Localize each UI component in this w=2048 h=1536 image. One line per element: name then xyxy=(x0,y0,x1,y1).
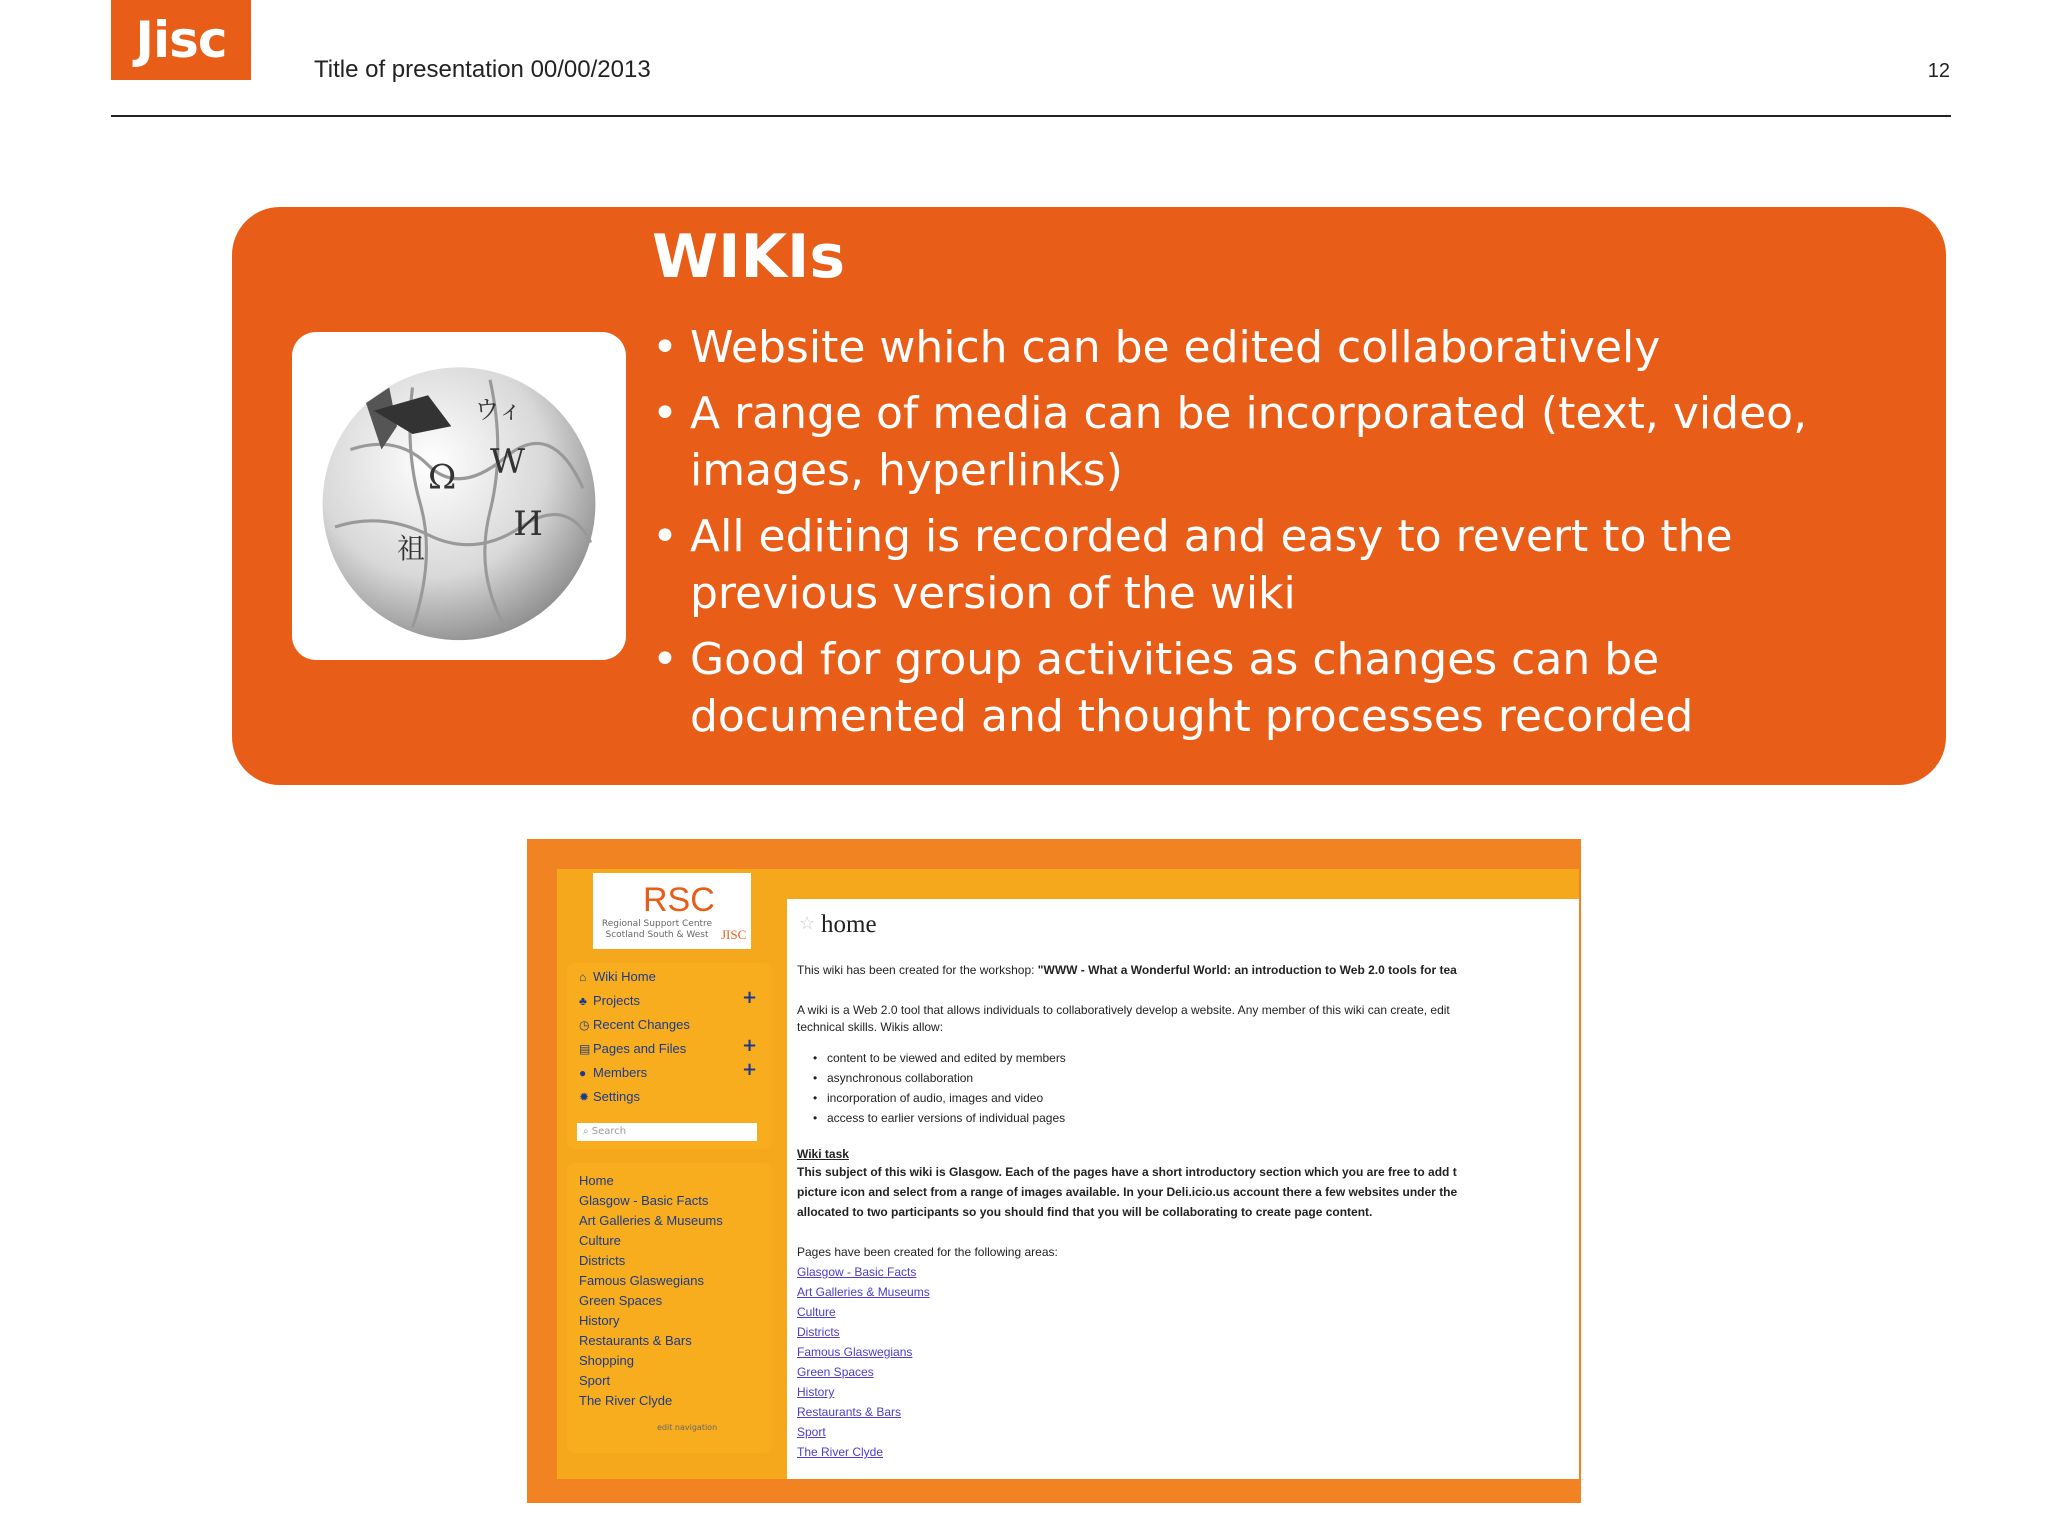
content-link[interactable]: Glasgow - Basic Facts xyxy=(797,1265,917,1279)
wikipedia-globe-image xyxy=(292,332,626,660)
content-link[interactable]: Sport xyxy=(797,1425,826,1439)
header-divider xyxy=(111,115,1951,117)
svg-text:И: И xyxy=(513,503,543,544)
nav-pages-files[interactable]: ▤ Pages and Files xyxy=(579,1041,687,1056)
rsc-logo-jisc: JISC xyxy=(721,927,747,942)
nav-page-link[interactable]: Glasgow - Basic Facts xyxy=(579,1193,709,1208)
home-icon: ⌂ xyxy=(579,970,587,984)
wiki-screenshot xyxy=(527,839,1581,1503)
task-text-line: allocated to two participants so you should find that you will be collaborating to create page content. xyxy=(797,1205,1373,1219)
clock-icon: ◷ xyxy=(579,1018,590,1032)
content-link[interactable]: Culture xyxy=(797,1305,836,1319)
rsc-logo xyxy=(593,873,751,949)
content-link[interactable]: Districts xyxy=(797,1325,840,1339)
bullet-symbol: • xyxy=(652,511,678,562)
content-link[interactable]: Famous Glaswegians xyxy=(797,1345,913,1359)
wikis-panel xyxy=(232,207,1946,785)
star-icon[interactable]: ☆ xyxy=(799,913,816,933)
list-item: • incorporation of audio, images and video xyxy=(827,1091,1043,1105)
page-number: 12 xyxy=(1927,60,1950,82)
bullet-list xyxy=(652,319,1922,754)
presentation-title: Title of presentation 00/00/2013 xyxy=(314,56,651,83)
bullet-item: • All editing is recorded and easy to revert to the previous version of the wiki xyxy=(652,508,1922,622)
task-heading: Wiki task xyxy=(797,1147,849,1161)
bullet-item: • Website which can be edited collaboratively xyxy=(652,319,1922,376)
content-link[interactable]: Restaurants & Bars xyxy=(797,1405,902,1419)
wiki-pages-nav xyxy=(567,1163,771,1453)
jisc-logo xyxy=(111,0,251,80)
nav-page-link[interactable]: The River Clyde xyxy=(579,1393,673,1408)
wiki-search-input[interactable]: ⌕ Search xyxy=(577,1123,757,1141)
add-member-button[interactable]: + xyxy=(742,1059,758,1080)
wiki-content xyxy=(787,899,1579,1479)
svg-text:W: W xyxy=(490,441,526,482)
wiki-page xyxy=(557,869,1579,1479)
add-page-button[interactable]: + xyxy=(742,1035,758,1056)
task-text-line: This subject of this wiki is Glasgow. Each of the pages have a short introductory section which you are free to add t xyxy=(797,1165,1457,1179)
rsc-logo-text: RSC xyxy=(643,881,715,919)
nav-page-link[interactable]: Famous Glaswegians xyxy=(579,1273,704,1288)
bullet-symbol: • xyxy=(652,388,678,439)
search-icon: ⌕ xyxy=(583,1126,592,1137)
nav-page-link[interactable]: Shopping xyxy=(579,1353,634,1368)
projects-icon: ♣ xyxy=(579,994,587,1008)
pages-intro: Pages have been created for the following areas: xyxy=(797,1245,1058,1259)
nav-page-link[interactable]: Green Spaces xyxy=(579,1293,663,1308)
wikipedia-globe-icon xyxy=(304,341,614,651)
edit-navigation-link[interactable]: edit navigation xyxy=(657,1423,718,1432)
wiki-description-line: A wiki is a Web 2.0 tool that allows individuals to collaboratively develop a website. Any member of this wiki can create, edit xyxy=(797,1003,1450,1017)
nav-page-link[interactable]: Restaurants & Bars xyxy=(579,1333,692,1348)
content-link[interactable]: Art Galleries & Museums xyxy=(797,1285,930,1299)
nav-wiki-home[interactable]: ⌂ Wiki Home xyxy=(579,969,656,984)
list-item: • access to earlier versions of individual pages xyxy=(827,1111,1065,1125)
nav-settings[interactable]: ✹ Settings xyxy=(579,1089,640,1104)
rsc-logo-subtitle: Regional Support Centre Scotland South & West xyxy=(601,919,713,940)
svg-text:Ω: Ω xyxy=(428,457,457,498)
intro-text: This wiki has been created for the workshop: "WWW - What a Wonderful World: an introduction to Web 2.0 tools for tea xyxy=(797,963,1457,977)
content-link[interactable]: The River Clyde xyxy=(797,1445,884,1459)
jisc-logo-text: Jisc xyxy=(135,11,227,69)
slide-title: WIKIs xyxy=(652,222,846,292)
wiki-page-heading: home xyxy=(821,911,877,938)
nav-page-link[interactable]: Art Galleries & Museums xyxy=(579,1213,723,1228)
nav-page-link[interactable]: History xyxy=(579,1313,620,1328)
task-text-line: picture icon and select from a range of images available. In your Deli.icio.us account there a few websites under the xyxy=(797,1185,1458,1199)
bullet-symbol: • xyxy=(652,634,678,685)
nav-projects[interactable]: ♣ Projects xyxy=(579,993,640,1008)
svg-text:祖: 祖 xyxy=(397,532,425,565)
nav-page-link[interactable]: Culture xyxy=(579,1233,621,1248)
bullet-item: • Good for group activities as changes can be documented and thought processes recorded xyxy=(652,631,1922,745)
bullet-symbol: • xyxy=(652,322,678,373)
nav-page-link[interactable]: Home xyxy=(579,1173,614,1188)
list-item: • content to be viewed and edited by members xyxy=(827,1051,1066,1065)
content-link[interactable]: History xyxy=(797,1385,835,1399)
nav-page-link[interactable]: Districts xyxy=(579,1253,626,1268)
nav-page-link[interactable]: Sport xyxy=(579,1373,611,1388)
svg-text:ウィ: ウィ xyxy=(474,395,523,425)
bullet-item: • A range of media can be incorporated (text, video, images, hyperlinks) xyxy=(652,385,1922,499)
wiki-nav xyxy=(567,963,771,1149)
nav-recent-changes[interactable]: ◷ Recent Changes xyxy=(579,1017,690,1032)
nav-members[interactable]: ● Members xyxy=(579,1065,648,1080)
gear-icon: ✹ xyxy=(579,1090,590,1104)
content-link[interactable]: Green Spaces xyxy=(797,1365,874,1379)
add-project-button[interactable]: + xyxy=(742,987,758,1008)
file-icon: ▤ xyxy=(579,1042,591,1056)
wiki-description-line: technical skills. Wikis allow: xyxy=(797,1020,944,1034)
members-icon: ● xyxy=(579,1066,587,1080)
list-item: • asynchronous collaboration xyxy=(827,1071,973,1085)
